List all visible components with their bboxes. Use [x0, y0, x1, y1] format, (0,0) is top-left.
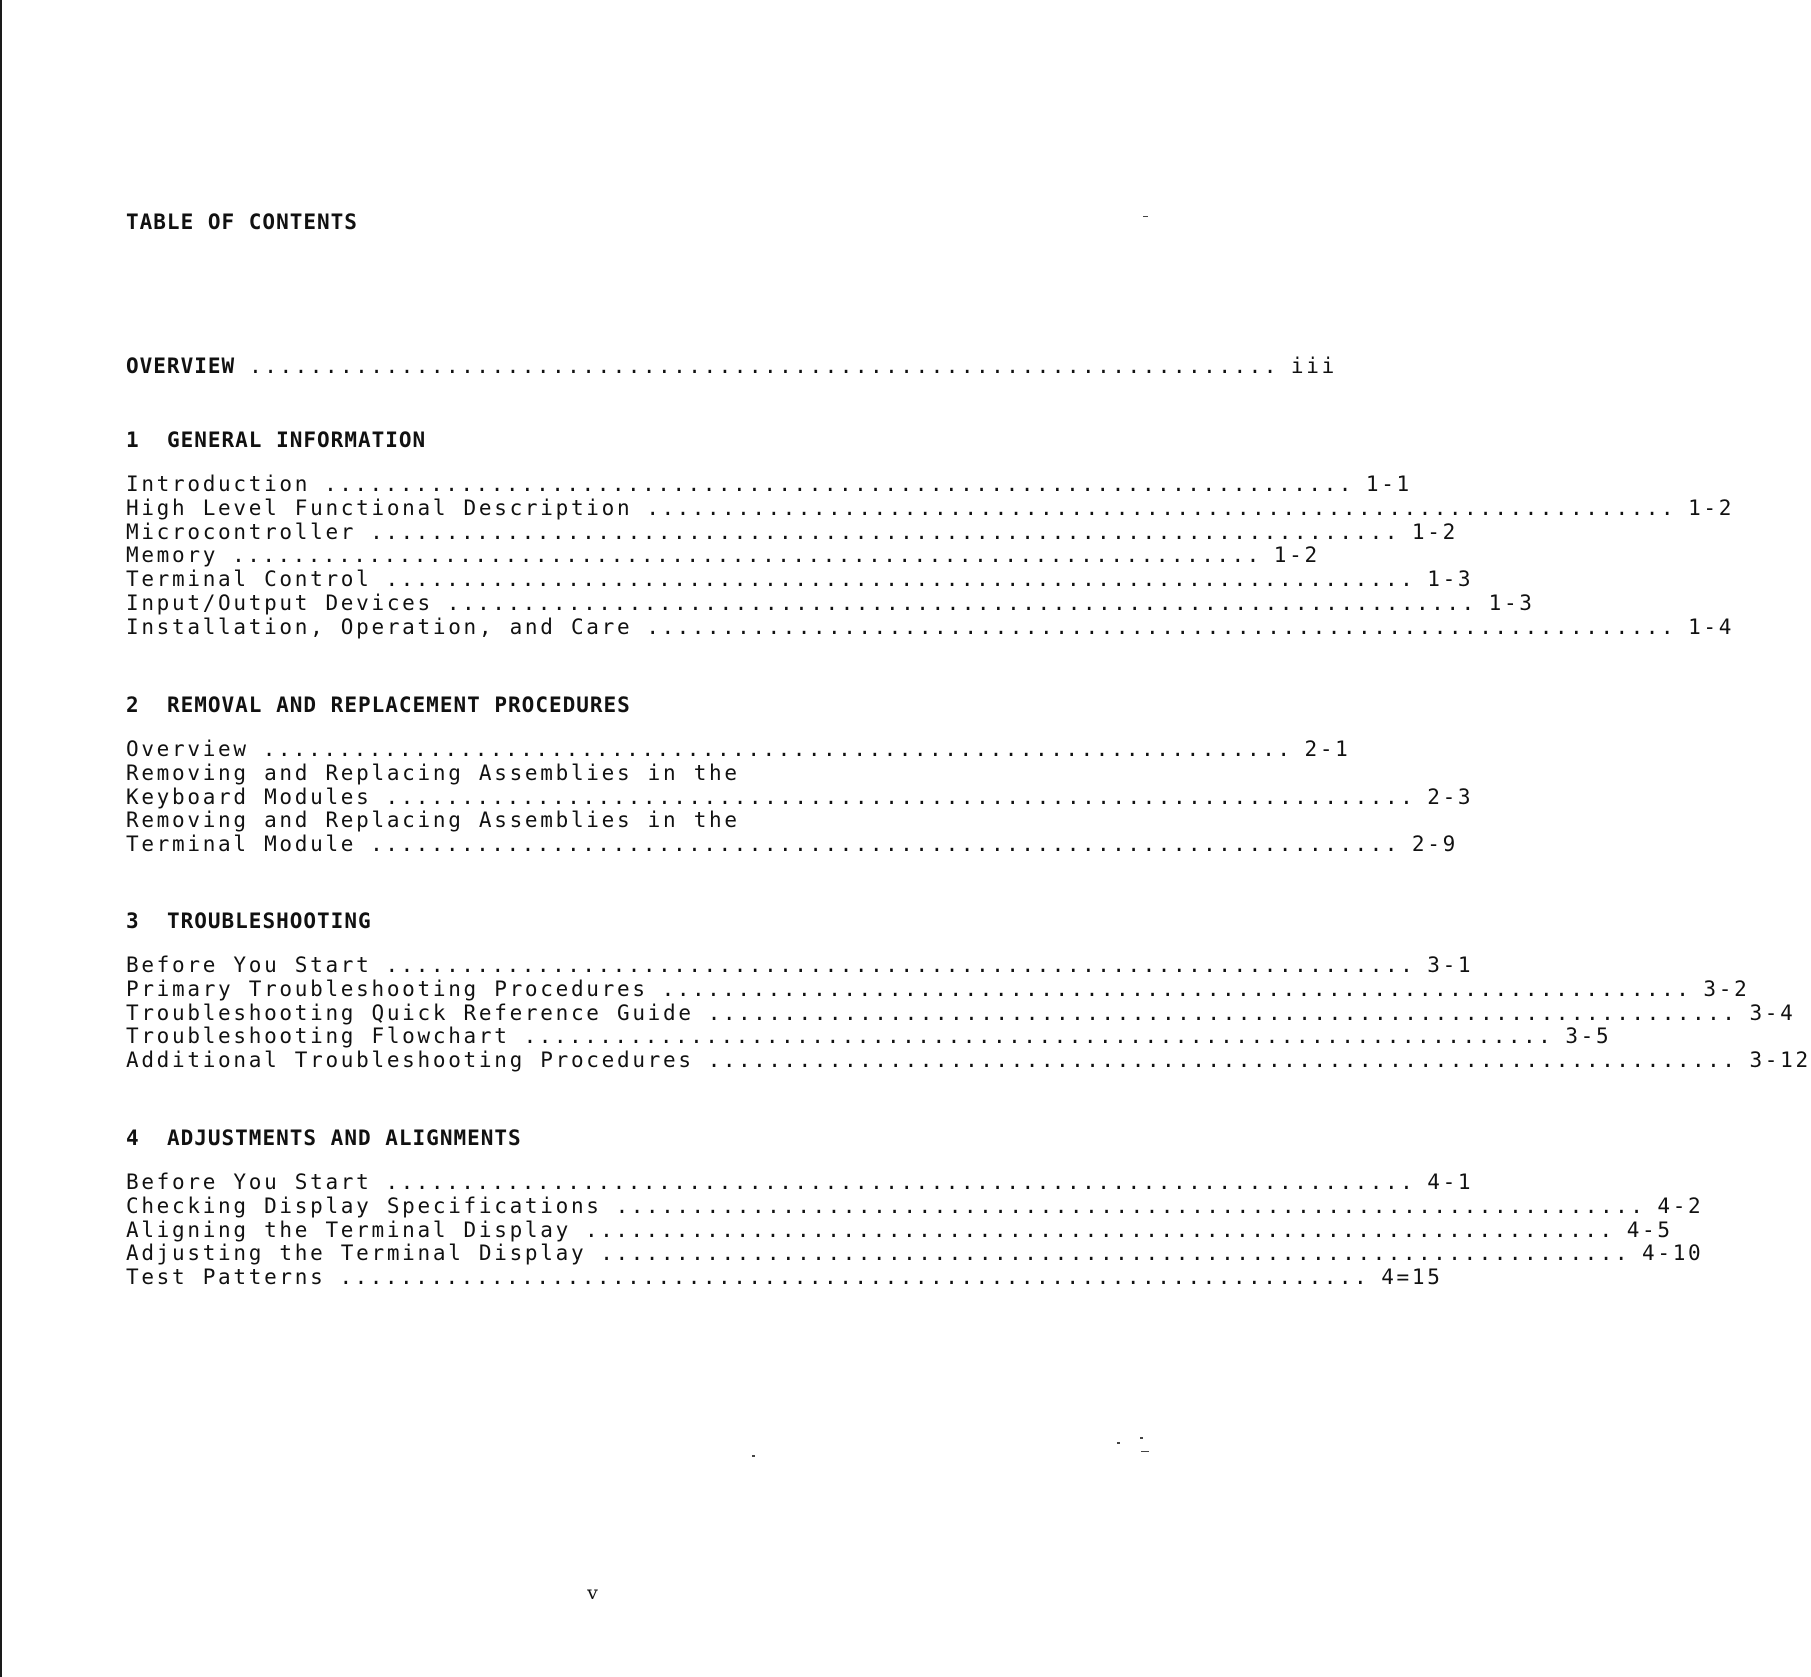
dot-leader: .................................................................... — [339, 1265, 1370, 1290]
toc-entry-page: 1-2 — [1273, 543, 1320, 568]
toc-entry-page: 1-4 — [1688, 614, 1735, 639]
toc-entry[interactable] — [126, 1241, 1704, 1266]
toc-entry[interactable] — [126, 472, 1412, 497]
toc-entry[interactable] — [126, 1000, 1796, 1026]
page-number: v — [587, 1582, 598, 1604]
dot-leader: .................................................................... — [646, 495, 1677, 520]
toc-entry-label: Checking Display Specifications — [126, 1193, 602, 1218]
section-title: GENERAL INFORMATION — [166, 428, 427, 452]
toc-entry-label: Additional Troubleshooting Procedures — [126, 1048, 694, 1073]
toc-entry-label: Troubleshooting Quick Reference Guide — [126, 1000, 694, 1025]
toc-entry-page: 3-2 — [1703, 976, 1750, 1001]
toc-entry-label: Input/Output Devices — [126, 590, 433, 615]
scan-speck — [1143, 216, 1148, 217]
section-title: REMOVAL AND REPLACEMENT PROCEDURES — [166, 693, 631, 717]
toc-entry-label: OVERVIEW — [126, 354, 236, 378]
toc-entry-page: 3-5 — [1565, 1024, 1612, 1049]
toc-entry[interactable] — [126, 519, 1458, 545]
dot-leader: .................................................................... — [661, 976, 1692, 1001]
toc-entry[interactable] — [126, 1170, 1474, 1195]
toc-entry-label: High Level Functional Description — [126, 495, 633, 520]
toc-entry-label: Terminal Module — [126, 832, 357, 857]
dot-leader: .................................................................... — [646, 614, 1677, 639]
toc-entry-label: Before You Start — [126, 953, 372, 977]
section-2 — [126, 692, 1474, 857]
toc-entry-page: 2-3 — [1427, 784, 1474, 809]
dot-leader: .................................................................... — [324, 472, 1354, 496]
toc-entry[interactable] — [126, 832, 1458, 857]
toc-entry-page: 2-9 — [1411, 832, 1458, 857]
dot-leader: .................................................................... — [385, 953, 1416, 977]
toc-entry[interactable] — [126, 1265, 1443, 1290]
toc-entry-label: Terminal Control — [126, 567, 372, 592]
toc-entry-page: 2-1 — [1304, 737, 1351, 761]
toc-entry-label: Before You Start — [126, 1170, 372, 1194]
dot-leader: .................................................................... — [249, 354, 1279, 378]
section-4 — [126, 1125, 1704, 1290]
dot-leader: .................................................................... — [370, 519, 1400, 544]
toc-entry-label: Introduction — [126, 472, 311, 496]
toc-entry-label: Removing and Replacing Assemblies in the — [126, 760, 740, 785]
toc-entry[interactable] — [126, 1048, 1811, 1073]
toc-entry-page: 3-1 — [1427, 953, 1474, 977]
dot-leader: .................................................................... — [446, 590, 1477, 615]
toc-entry[interactable] — [126, 976, 1750, 1002]
toc-entry[interactable] — [126, 567, 1474, 592]
toc-entry[interactable] — [126, 784, 1474, 810]
dot-leader: .................................................................... — [385, 567, 1416, 592]
toc-entry-label: Microcontroller — [126, 519, 357, 544]
toc-entry-page: 4-5 — [1626, 1217, 1673, 1242]
scan-speck — [1117, 1442, 1120, 1444]
toc-entry-continued[interactable] — [126, 762, 1076, 786]
section-heading — [126, 427, 1076, 453]
dot-leader: .................................................................... — [615, 1193, 1646, 1218]
toc-entry[interactable] — [126, 1193, 1704, 1219]
toc-entry[interactable] — [126, 543, 1320, 568]
toc-entry-overview[interactable] — [126, 354, 1337, 379]
toc-entry-label: Aligning the Terminal Display — [126, 1217, 571, 1242]
toc-entry[interactable] — [126, 614, 1735, 640]
toc-entry-label: Overview — [126, 737, 249, 761]
toc-entry[interactable] — [126, 737, 1351, 762]
section-3 — [126, 908, 1811, 1073]
toc-entry-page: 4-10 — [1642, 1241, 1704, 1266]
toc-entry[interactable] — [126, 1024, 1612, 1049]
toc-entry-page: 1-3 — [1427, 567, 1474, 592]
toc-entry-page: 3-12 — [1749, 1048, 1811, 1073]
section-number: 4 — [126, 1126, 140, 1150]
dot-leader: .................................................................... — [262, 737, 1293, 761]
toc-entry-page: 4=15 — [1381, 1265, 1443, 1290]
section-title: ADJUSTMENTS AND ALIGNMENTS — [166, 1126, 522, 1150]
scan-speck — [1141, 1451, 1149, 1452]
toc-entry-page: 1-1 — [1365, 472, 1412, 496]
section-1 — [126, 427, 1735, 640]
dot-leader: .................................................................... — [385, 1170, 1416, 1194]
dot-leader: .................................................................... — [707, 1048, 1738, 1073]
toc-entry-continued[interactable] — [126, 809, 1076, 833]
toc-entry[interactable] — [126, 590, 1535, 616]
scan-edge-line — [0, 0, 2, 1677]
toc-entry-page: 4-1 — [1427, 1170, 1474, 1194]
toc-entry-label: Removing and Replacing Assemblies in the — [126, 808, 740, 833]
toc-entry-page: 3-4 — [1749, 1000, 1796, 1025]
section-heading — [126, 1125, 1076, 1151]
toc-entry-page: 4-2 — [1657, 1193, 1704, 1218]
toc-entry-label: Primary Troubleshooting Procedures — [126, 976, 648, 1001]
section-heading — [126, 908, 1076, 934]
toc-entry-label: Installation, Operation, and Care — [126, 614, 633, 639]
dot-leader: .................................................................... — [584, 1217, 1615, 1242]
toc-entry-label: Test Patterns — [126, 1265, 326, 1290]
section-heading — [126, 692, 1076, 718]
dot-leader: .................................................................... — [523, 1024, 1554, 1049]
toc-entry-page: iii — [1290, 354, 1337, 378]
toc-entry[interactable] — [126, 953, 1474, 978]
page-title: TABLE OF CONTENTS — [126, 210, 358, 234]
dot-leader: .................................................................... — [232, 543, 1262, 568]
section-title: TROUBLESHOOTING — [166, 909, 372, 933]
toc-entry-page: 1-3 — [1488, 590, 1535, 615]
toc-entry-label: Troubleshooting Flowchart — [126, 1024, 510, 1049]
dot-leader: .................................................................... — [370, 832, 1400, 857]
toc-entry-label: Keyboard Modules — [126, 784, 372, 809]
toc-entry-page: 1-2 — [1688, 495, 1735, 520]
dot-leader: .................................................................... — [707, 1000, 1738, 1025]
overview-block — [126, 354, 1337, 379]
section-number: 3 — [126, 909, 140, 933]
toc-entry-label: Memory — [126, 543, 219, 568]
toc-entry[interactable] — [126, 495, 1735, 521]
scan-speck — [1140, 1437, 1143, 1439]
toc-entry[interactable] — [126, 1217, 1673, 1243]
section-number: 2 — [126, 693, 140, 717]
dot-leader: .................................................................... — [385, 784, 1416, 809]
dot-leader: .................................................................... — [600, 1241, 1631, 1266]
section-number: 1 — [126, 428, 140, 452]
scan-speck — [752, 1455, 755, 1457]
toc-entry-page: 1-2 — [1411, 519, 1458, 544]
toc-entry-label: Adjusting the Terminal Display — [126, 1241, 587, 1266]
